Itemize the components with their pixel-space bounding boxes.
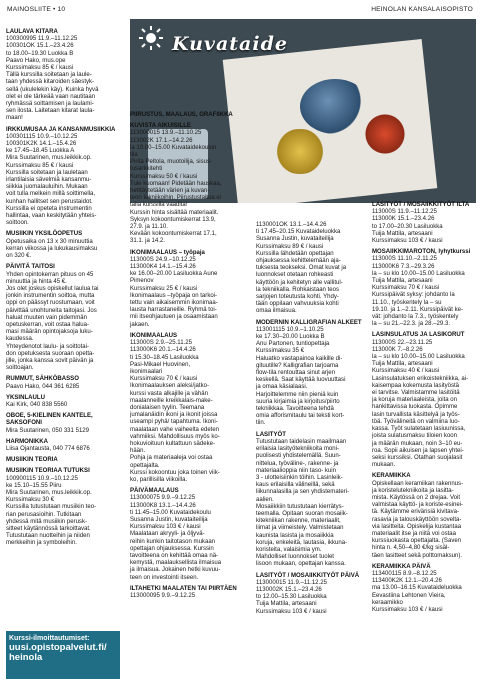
header-left: MAINOSLIITE • 10: [7, 6, 66, 13]
banner-title: Kuvataide: [172, 33, 288, 55]
course-heading: LASITYÖT: [256, 431, 286, 438]
course-text: 113000S 11.10.–2.11.25 113000K6 7.3.–29.3.26 la – su klo 10.00–15.00 Lasiluokka Tuija Mattila, artesaani Kurssimaksu 70 € / kausi Kurssipäivät syksy: johdanto la 11.10., työskentely la – su 19.10. ja 1.–2.11. Kurssipäivät ke- vät: johdanto la 7.3., työskentely la – su 21.–22.3. ja 28.–29.3.: [372, 256, 465, 328]
course-section: [130, 586, 242, 600]
course-text: Liisa Ojantausta, 040 774 6876: [6, 445, 90, 452]
column-4: [372, 202, 476, 618]
course-heading: YKSINLAULU: [6, 394, 45, 401]
course-heading: LAULAVA KITARA: [6, 29, 58, 35]
course-section: [6, 127, 120, 228]
course-heading: KUVISTA AIKUISILLE: [130, 123, 191, 130]
course-heading: IKONIMAALAUS – työpaja: [130, 249, 205, 256]
header-right: HEINOLAN KANSALAISOPISTO: [371, 6, 473, 13]
course-heading: PÄIVITÄ TAITOSI: [6, 264, 55, 271]
course-text: Tutustutaan taidelasin maailmaan erilaisia lasityötekniikoita moni- puolisesti yhdistelemällä. Suun- nittelua, työväline-, rakenne- ja materiaalioppia niin taso- kuin 3 - ulotteisiinkin töihin. Lasinleik- kaus erilaisilla välineillä, sekä liikunnalasilla ja sen yhdistemateri- aalien. Mosaiikkiin tutustutaan kierrätys- teemalla. Opitaan suoran mosaiik- kitekniikan rakenne, materiaalit, liimat ja viimeistely. Valmistetaan kaunista lasista ja mosaiikkia koruja, enkeleitä, lautasia, ikkuna- koristeita, valaisimia ym. Mahdolliset luonnokset tuolet lisoon mukaan, opettajan kanssa.: [256, 438, 350, 568]
course-heading: LASITYÖT / MOSAIIKKITYÖT ILTA: [372, 202, 470, 208]
course-section: [6, 413, 120, 435]
course-text: 113000S 22.–23.11.25 113000K 7.–8.2.26 la – su klo 10.00–15.00 Lasiluokka Tuija Mattila, artesaani Kurssimaksu 40 € / kausi Lasinsulatuksen erikoistekniikka, ai- kaisempaa kokemusta lasityöstä ei tarvitse. Valmistamme lasitöitä ja koruja materiaaleista, joita on hankittavissa luokasta. Opimme lasin turvallista käsittelyä ja työs- töä. Työvälineitä on valmiina luo- kassa. Työt sulatetaan lasiuunissa, joista sulatusmaksu tiloien koon ja määrän mukaan, noin 3–10 eu- roa. Sopii aikuisen ja lapsen yhtei- seksi kurssiksi. Otathan suojalasit mukaan.: [372, 339, 469, 469]
course-section: [372, 564, 476, 614]
course-text: 113000015 11.9.–11.12.25 1130002K 15.1.–23.4.26 to 12.00–15.30 Lasiluokka Tuija Mattila, artesaani Kurssimaksu 103 € / kausi: [256, 579, 327, 615]
course-text: Opetusaika on 13 x 30 minuuttia kerran viikossa ja lukukausimaksu on 320 €.: [6, 238, 98, 260]
course-text: 100900115 10.9.–10.12.25 ke 15.10–15.55 Piiru Mira Suutarinen, mus.leikkik.op. Kurssimaksu 30 € Kurssilla tutustutaan musiikin teo- rian perusasioihin. Tutkitaan yhdessä mitä musiikin perusk- sitteet käytännössä tarkoittavat. Tutustutaan nuotteihin ja niiden merkkeihin ja symboleihin.: [6, 475, 97, 547]
course-section: [256, 573, 366, 616]
course-heading: PÄIVÄMAALAUS: [130, 488, 179, 495]
page-header: [0, 0, 480, 20]
course-text: Paavo Hako, 044 361 6285: [6, 383, 80, 390]
course-section: [256, 432, 366, 569]
course-section: [6, 468, 120, 547]
course-heading: OBOE, 5-KIELINEN KANTELE, SAKSOFONI: [6, 413, 93, 427]
column-2: [130, 112, 242, 604]
course-heading: LASINSULATUS JA LASIKORUT: [372, 332, 465, 339]
course-heading: MOSAIIKKIMAROTON, lyhytkurssi: [372, 249, 471, 256]
course-heading: IKONIMAALAUS: [130, 332, 178, 339]
course-section: [256, 222, 366, 316]
course-section: [130, 250, 242, 329]
course-section: [6, 439, 120, 453]
course-heading: PIIRUSTUS, MAALAUS, GRAFIIKKA: [130, 112, 233, 118]
course-heading: IRKKUMUSAA JA KANSANMUSIIKKIA: [6, 126, 116, 133]
course-text: 100301115 10.9.–10.12.25 100301K2K 14.1.–15.4.26 ke 17.45–18.45 Luokka A Mira Suutarinen, mus.leikkik.op. Kurssimaksu 85 € / kausi Kurssilla soitetaan ja lauletaan irlantilaisia sävelmiä kansanmu- siikkia juomalauluihin. Mukaan voit tulla melkein millä soittimella, kunhan hallitset sen perustaidot. Kurssilla ei opeteta instrumentin hallintaa, vaan keskitytään yhteis- soittoon.: [6, 133, 97, 227]
course-section: [6, 231, 120, 260]
course-text: Mira Suutarinen, 050 331 5129: [6, 427, 90, 434]
course-section: [6, 376, 120, 390]
course-section: [6, 395, 120, 409]
course-section: [372, 473, 476, 559]
course-text: 100300995 11.9.–11.12.25 100301OK 15.1.–23.4.26 to 18.00–19.30 Luokka B Paavo Hako, mus.ope Kurssimaksu 85 € / kausi Tällä kurssilla soitetaan ja laule- taan yhdessä kitaroiden säestyk- sellä (ukulelekin käy). Kuinka hyvä olet ei ole tärkeää vaan nautitaan ryhmässä soittamisen ja laulami- sen ilosta. Laitetaan kitarat laula- maan!: [6, 36, 99, 122]
course-section: [372, 332, 476, 469]
column-3: [256, 222, 366, 620]
course-heading: MUSIIKIN YKSILÖOPETUS: [6, 231, 83, 238]
course-heading: LASITYÖT / MOSAIIKKITYÖT PÄIVÄ: [256, 572, 360, 579]
course-section: [256, 320, 366, 428]
registration-box[interactable]: [6, 631, 120, 679]
course-section: [372, 249, 476, 328]
course-heading: KERAMIIKKA: [372, 473, 411, 480]
course-section: [130, 112, 242, 119]
course-text: Opiskellaan keramiikan rakennus- ja koristelutekniikoita ja lasitta- mista. Käytössä on 2 drejaa. Voit valmistaa käyttö- ja koriste-esinei- tä. Käytämme erivärisiä kivitava- rasavia ja talouskäyttöön sovelta- via lasitteita. Opiskelija kustantaa materiaalit itse ja niitä voi ostaa kurssiuokasta opettajalta. (Saven hinta n. 4,50–4,80 €/kg sisäl- täen lasitteet sekä polttomaksun).: [372, 480, 464, 559]
course-text: Kai Kirk, 040 838 5560: [6, 401, 68, 408]
course-text: 113000075 9.9.–9.12.25 113000K8 13.1.–14.4.26 ti 11.45–15.00 Kuvataidekoulu Susanna Justin, kuvataiteilija Kurssimaksu 103 € / kausi Maalataan akryyli- ja öljyvä- reihin kunkin taitotason mukaan opettajan ohjauksessa. Kurssin tavoitteena on kehittää omaa nä- kemystä, maalauksellista ilmaisua ja ilmaisua. Jokainen hetki kuvuu- teen on investointi itseen.: [130, 495, 222, 581]
column-1: [6, 29, 120, 552]
course-section: [130, 333, 242, 484]
course-text: 1130001OK 13.1.–14.4.26 ti 17.45–20.15 Kuvataideluokka Susanna Justin, kuvataiteilija Kurssimaksu 89 € / kausi Kurssilla lähdetään opettajan ohjauksessa kehittelemään aja- tuksesta teokseksi. Omat kuvat ja luonnokset otetaan rohkeasti käyttöön ja kehitetyn alle vallitul- la tekniikalla. Rohkaistaan teos sarjojen toteutusta kohti. Yhdy- tään oppilaan vahvuuksia kohti omaa ilmaisua.: [256, 222, 347, 315]
course-section: [372, 202, 476, 245]
course-text: 113001115 10.9.–1.10.25 ke 17.30–20.00 Luokka B Anu Partonen, tuntiopettaja Kurssimaksu 35 € Haluatko vastapainoa kaikille di- gituutille? Kalligrafian tarjoama flow-tila rentouttaa sinut arjen keskellä. Saat käyttää luovuuttasi ja omaa käsialaasi. Harjoittelemme niin pieniä kuin suuria kirjaimia ja kirjoitus/piirto tekniikkaa. Tavoitteena tehdä omia afforismitaulu tai teksti kort- tiin.: [256, 326, 346, 427]
course-text: 113000S 24.9.–10.12.25 113000K4 14.1.–15.4.26 ke 16.00–20.00 Lasiluokka Aune Pimenov Kurssimaksu 25 € / kausi Ikonimaalaus –työpaja on tarkoi- tettu vain aikaisemmin ikonimaa- lausta harrastaneille. Ryhmä toi- mii itseohjautuen ja osaamistaan jakaen.: [130, 256, 218, 328]
course-text: Yhden opintokerran pituus on 45 minuuttia ja hinta 45 €. Jos olet joskus opiskellut laulua tai jonkin instrumentin soittoa, mutta oppi on päässyt ruostumaan, voit päivittää unohtuneita taitojasi. Jos haluat muuten vain pidemmän opetuskerran, voit ostaa halua- masi määrän opintojaksoja luku- kaudessa. Yhteydenotot laulu- ja soittotai- don opetuksesta suoraan opetta- jille, jonka kanssa sovit päivän ja soittoajan.: [6, 271, 99, 372]
course-heading: ILTAHETKI MAALATEN TAI PIIRTÄEN: [130, 585, 237, 592]
course-heading: MUSIIKIN TEORIA: [6, 457, 58, 464]
course-text: 113000S 2.9.–25.11.25 113000K6 20.1.–14.4.26 ti 15.30–18.45 Lasiluokka Pasi-Mikael Huovinen, ikonimaalari Kurssimaksu 70 € / kausi Ikonimaalauksen aleksi/jatko- kurssi vasta alkajille ja vähän maalanneille kreikkalais-make- donialaisen tyylin. Teemana jumalanäidin ikoni ja ikonit joissa useampi pyhä/ tapahtuma. Ikoni- maalataan vahe vaiheelta edeten vahmiiksi. Mahdollisuus myös ko- hokuvioituun kultattuun sädeke- hään. Pohja ja materiaaleja voi ostaa opettajalta. Kurssi kokoontuu joka toinen viik- ko, parillisilla viikoilla.: [130, 340, 220, 483]
course-text: 113400115 8.9.–8.12.25 113400K2K 12.1.–20.4.26 ma 13.00–16.15 Kuvataideluokka Eevastiina Lehtonen Vieira, keraamikko Kurssimaksu 103 € / kausi: [372, 570, 462, 613]
course-section: [130, 123, 242, 245]
course-heading: RUMMUT, SÄHKÖBASSO: [6, 376, 79, 383]
course-heading: KERAMIIKKA PÄIVÄ: [372, 563, 431, 570]
course-text: 113000S 11.9.–11.12.25 113000K 15.1.–23.4.26 to 17.00–20.30 Lasiluokka Tuija Mattila, artesaani Kurssimaksu 103 € / kausi: [372, 209, 443, 245]
course-heading: MUSIIKIN TEORIAA TUTUKSI: [6, 468, 90, 475]
course-section: [130, 488, 242, 582]
course-section: [6, 457, 120, 464]
course-heading: MODERNIN KALLIGRAFIAN ALKEET: [256, 319, 362, 326]
registration-label: Kurssi-ilmoittautumiset:: [9, 635, 90, 642]
course-section: [6, 29, 120, 123]
registration-link[interactable]: uusi.opistopalvelut.fi/ heinola: [9, 642, 107, 663]
course-heading: HARMONIKKA: [6, 438, 48, 445]
course-section: [6, 264, 120, 372]
sun-icon: [138, 25, 164, 51]
course-text: 113000015 13.9.–11.10.25 113002K 17.1.–14.2.26 la 10.00–15.00 Kuvataidekoulun tila Pirita Peltola, muotoilija, sisus- tusarkkitehti Kurssimaksu 50 € / kausi Tule kuomaan! Pidetään hauskaa, hetttäytetään värien ja kuvan- teon tekniikoihin. Piirustustaitoa ei talla kurssilla vaadita! Kurssin hinta sisältää materiaalit. Syksyn kokoontumiskerrat 13.9, 27.9. ja 11.10. Kevään kokoontumiskerrat 17.1, 31.1. ja 14.2.: [130, 130, 222, 245]
course-text: 113000095 9.9.–9.12.25: [130, 593, 196, 599]
